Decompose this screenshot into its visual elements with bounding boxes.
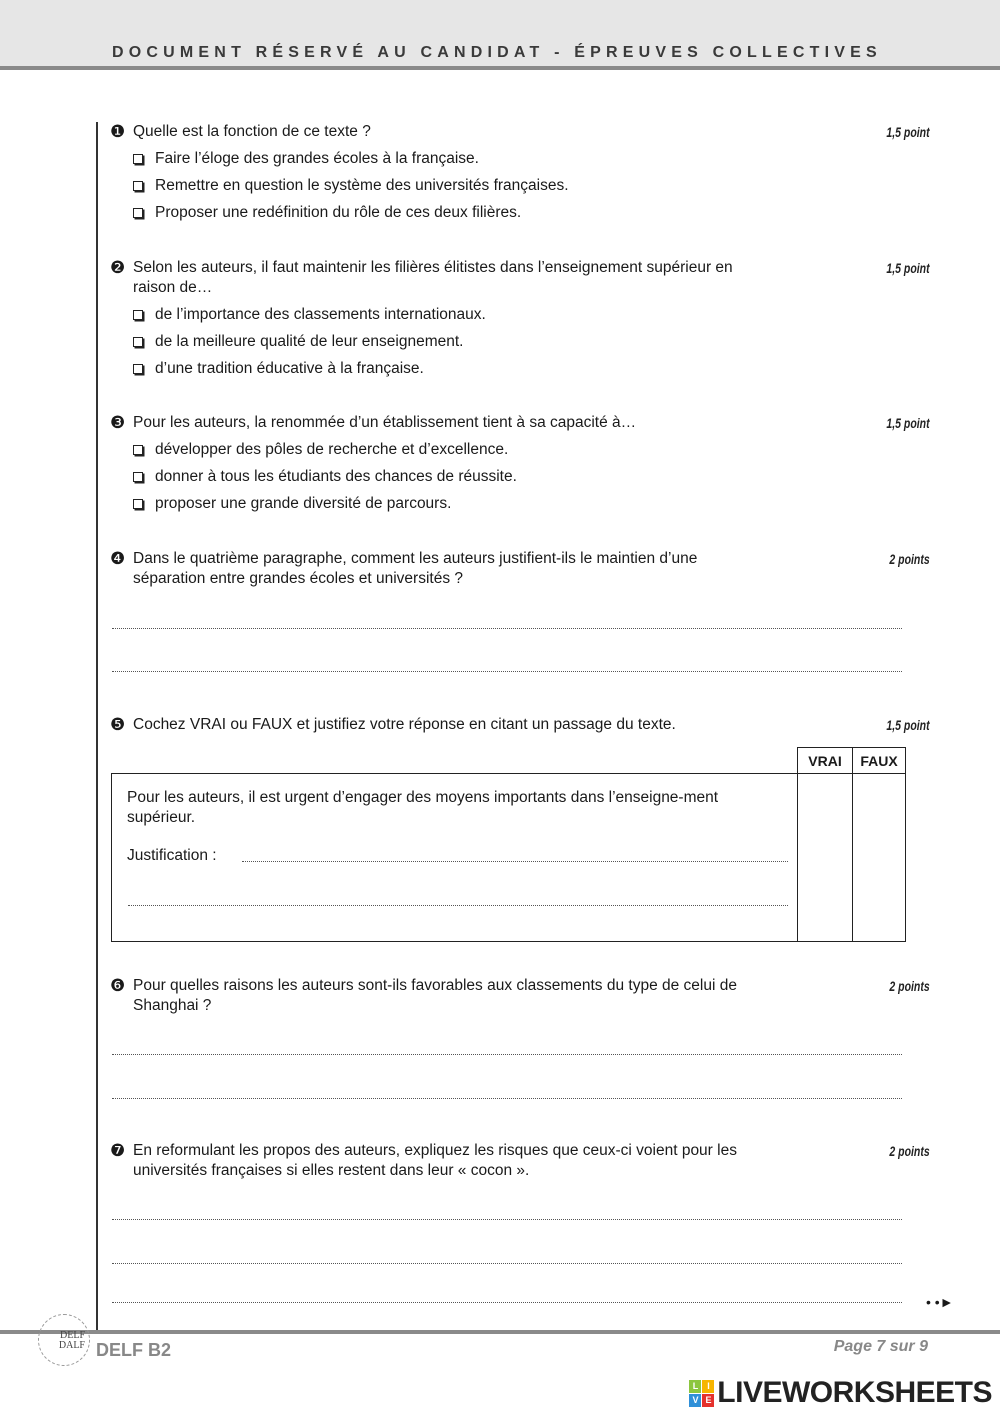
checkbox[interactable] [133,208,143,218]
header-title: DOCUMENT RÉSERVÉ AU CANDIDAT - ÉPREUVES COLLECTIVES [112,44,882,61]
delf-dalf-logo: DELF DALF [38,1314,90,1366]
continue-arrow-icon: • •► [926,1294,954,1310]
question-text: Cochez VRAI ou FAUX et justifiez votre réponse en citant un passage du texte. [133,716,676,733]
option-label: Remettre en question le système des universités françaises. [155,177,569,194]
checkbox[interactable] [133,499,143,509]
option-label: proposer une grande diversité de parcours. [155,495,452,512]
checkbox[interactable] [133,364,143,374]
option-label: Faire l’éloge des grandes écoles à la française. [155,150,479,167]
question-text: Pour quelles raisons les auteurs sont-ils favorables aux classements du type de celui de Shanghai ? [133,977,737,1014]
option-label: de la meilleure qualité de leur enseignement. [155,333,464,350]
answer-line[interactable] [112,1219,902,1220]
option-label: développer des pôles de recherche et d’excellence. [155,441,509,458]
justification-line[interactable] [242,861,788,862]
checkbox[interactable] [133,310,143,320]
col-faux-header: FAUX [852,747,906,773]
question-4 [110,549,930,589]
question-1 [110,122,930,223]
question-points: 2 points [889,978,930,994]
question-3 [110,413,930,514]
checkbox[interactable] [133,337,143,347]
option[interactable] [133,467,930,487]
header-band [0,0,1000,70]
liveworksheets-icon [689,1380,714,1407]
question-text: Quelle est la fonction de ce texte ? [133,123,371,140]
answer-line[interactable] [112,1098,902,1099]
faux-cell[interactable] [853,774,905,940]
checkbox[interactable] [133,445,143,455]
option[interactable] [133,203,930,223]
question-points: 1,5 point [886,124,930,140]
answer-line[interactable] [112,1263,902,1264]
question-points: 1,5 point [886,415,930,431]
option[interactable] [133,176,930,196]
question-points: 1,5 point [886,717,930,733]
icon-letter: E [702,1394,714,1407]
question-points: 1,5 point [886,260,930,276]
option[interactable] [133,440,930,460]
answer-line[interactable] [112,671,902,672]
question-number: ❺ [110,715,126,734]
liveworksheets-watermark [689,1376,992,1410]
question-text: Pour les auteurs, la renommée d’un établissement tient à sa capacité à… [133,414,637,431]
checkbox[interactable] [133,181,143,191]
option[interactable] [133,149,930,169]
exam-level: DELF B2 [96,1340,172,1360]
answer-line[interactable] [112,628,902,629]
icon-letter: V [689,1394,701,1407]
justification-label: Justification : [127,847,217,864]
option[interactable] [133,359,930,379]
option[interactable] [133,305,930,325]
question-number: ❼ [110,1141,126,1160]
question-5 [110,715,930,735]
question-number: ❸ [110,413,126,432]
question-number: ❶ [110,122,126,141]
icon-letter: L [689,1380,701,1393]
col-vrai-header: VRAI [797,747,853,773]
checkbox[interactable] [133,472,143,482]
option-label: d’une tradition éducative à la française. [155,360,424,377]
question-number: ❷ [110,258,126,277]
question-text: Dans le quatrième paragraphe, comment les auteurs justifient-ils le maintien d’une séparation entre grandes écoles et universités ? [133,550,698,587]
question-7 [110,1141,930,1181]
answer-line[interactable] [112,1054,902,1055]
justification-line[interactable] [128,905,788,906]
margin-line [96,122,98,1332]
checkbox[interactable] [133,154,143,164]
option-label: Proposer une redéfinition du rôle de ces deux filières. [155,204,522,221]
option-label: donner à tous les étudiants des chances de réussite. [155,468,517,485]
question-number: ❻ [110,976,126,995]
watermark-text: LIVEWORKSHEETS [717,1376,992,1409]
option[interactable] [133,494,930,514]
icon-letter: I [702,1380,714,1393]
question-2 [110,258,930,379]
vrai-cell[interactable] [798,774,852,940]
question-number: ❹ [110,549,126,568]
question-6 [110,976,930,1016]
option-label: de l’importance des classements internationaux. [155,306,486,323]
option[interactable] [133,332,930,352]
page-number: Page 7 sur 9 [833,1338,928,1355]
question-text: Selon les auteurs, il faut maintenir les filières élitistes dans l’enseignement supérieur en raison de… [133,259,733,296]
question-text: En reformulant les propos des auteurs, expliquez les risques que ceux-ci voient pour les universités françaises si elles restent dans leur « cocon ». [133,1142,737,1179]
answer-line[interactable] [112,1302,902,1303]
footer-rule [0,1330,1000,1334]
question-points: 2 points [889,551,930,567]
question-points: 2 points [889,1143,930,1159]
statement: Pour les auteurs, il est urgent d’engager des moyens importants dans l’enseigne-ment supérieur. [127,789,719,826]
